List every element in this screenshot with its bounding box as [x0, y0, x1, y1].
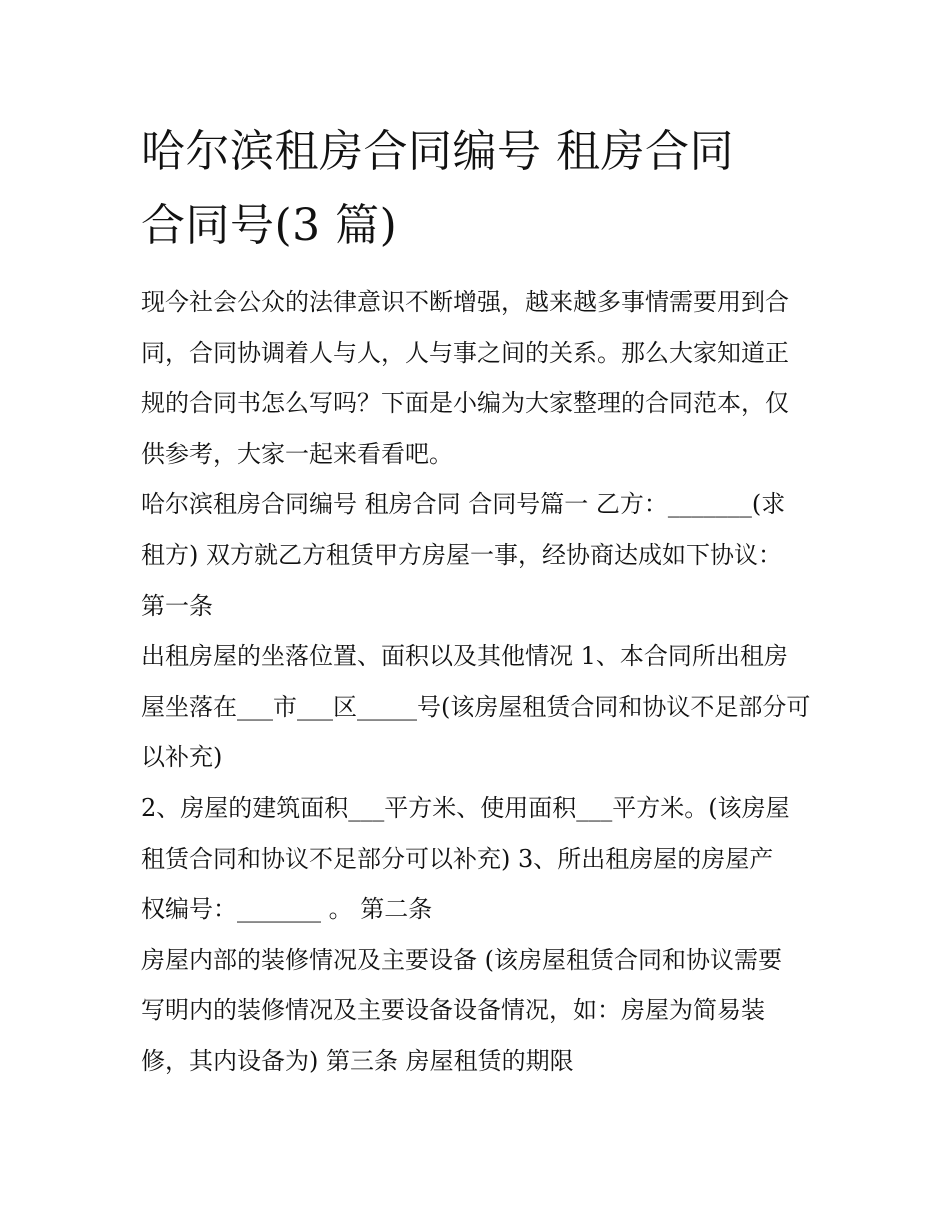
title-line: 哈尔滨租房合同编号 租房合同: [141, 126, 734, 177]
title-line: 合同号(3 篇): [141, 200, 398, 251]
body-line: 现今社会公众的法律意识不断增强，越来越多事情需要用到合: [141, 288, 789, 316]
body-line: 屋坐落在___市___区_____号(该房屋租赁合同和协议不足部分可: [141, 692, 811, 721]
body-line: 租方) 双方就乙方租赁甲方房屋一事，经协商达成如下协议：: [141, 540, 782, 569]
body-line: 修，其内设备为) 第三条 房屋租赁的期限: [141, 1046, 574, 1075]
body-line: 写明内的装修情况及主要设备设备情况，如：房屋为简易装: [141, 996, 765, 1025]
body-line: 2、房屋的建筑面积___平方米、使用面积___平方米。(该房屋: [141, 793, 790, 822]
body-line: 房屋内部的装修情况及主要设备 (该房屋租赁合同和协议需要: [141, 945, 782, 974]
body-line: 哈尔滨租房合同编号 租房合同 合同号篇一 乙方：_______(求: [141, 490, 786, 519]
document-title: [141, 115, 841, 263]
document-body: [141, 277, 821, 1087]
body-line: 租赁合同和协议不足部分可以补充) 3、所出租房屋的房屋产: [141, 844, 774, 873]
body-line: 第一条: [141, 591, 213, 620]
body-line: 规的合同书怎么写吗？下面是小编为大家整理的合同范本，仅: [141, 389, 789, 418]
body-line: 以补充): [141, 743, 223, 772]
body-line: 供参考，大家一起来看看吧。: [141, 439, 453, 468]
body-line: 出租房屋的坐落位置、面积以及其他情况 1、本合同所出租房: [141, 642, 788, 671]
body-line: 权编号：_______ 。 第二条: [141, 895, 433, 924]
body-line: 同，合同协调着人与人，人与事之间的关系。那么大家知道正: [141, 338, 789, 367]
